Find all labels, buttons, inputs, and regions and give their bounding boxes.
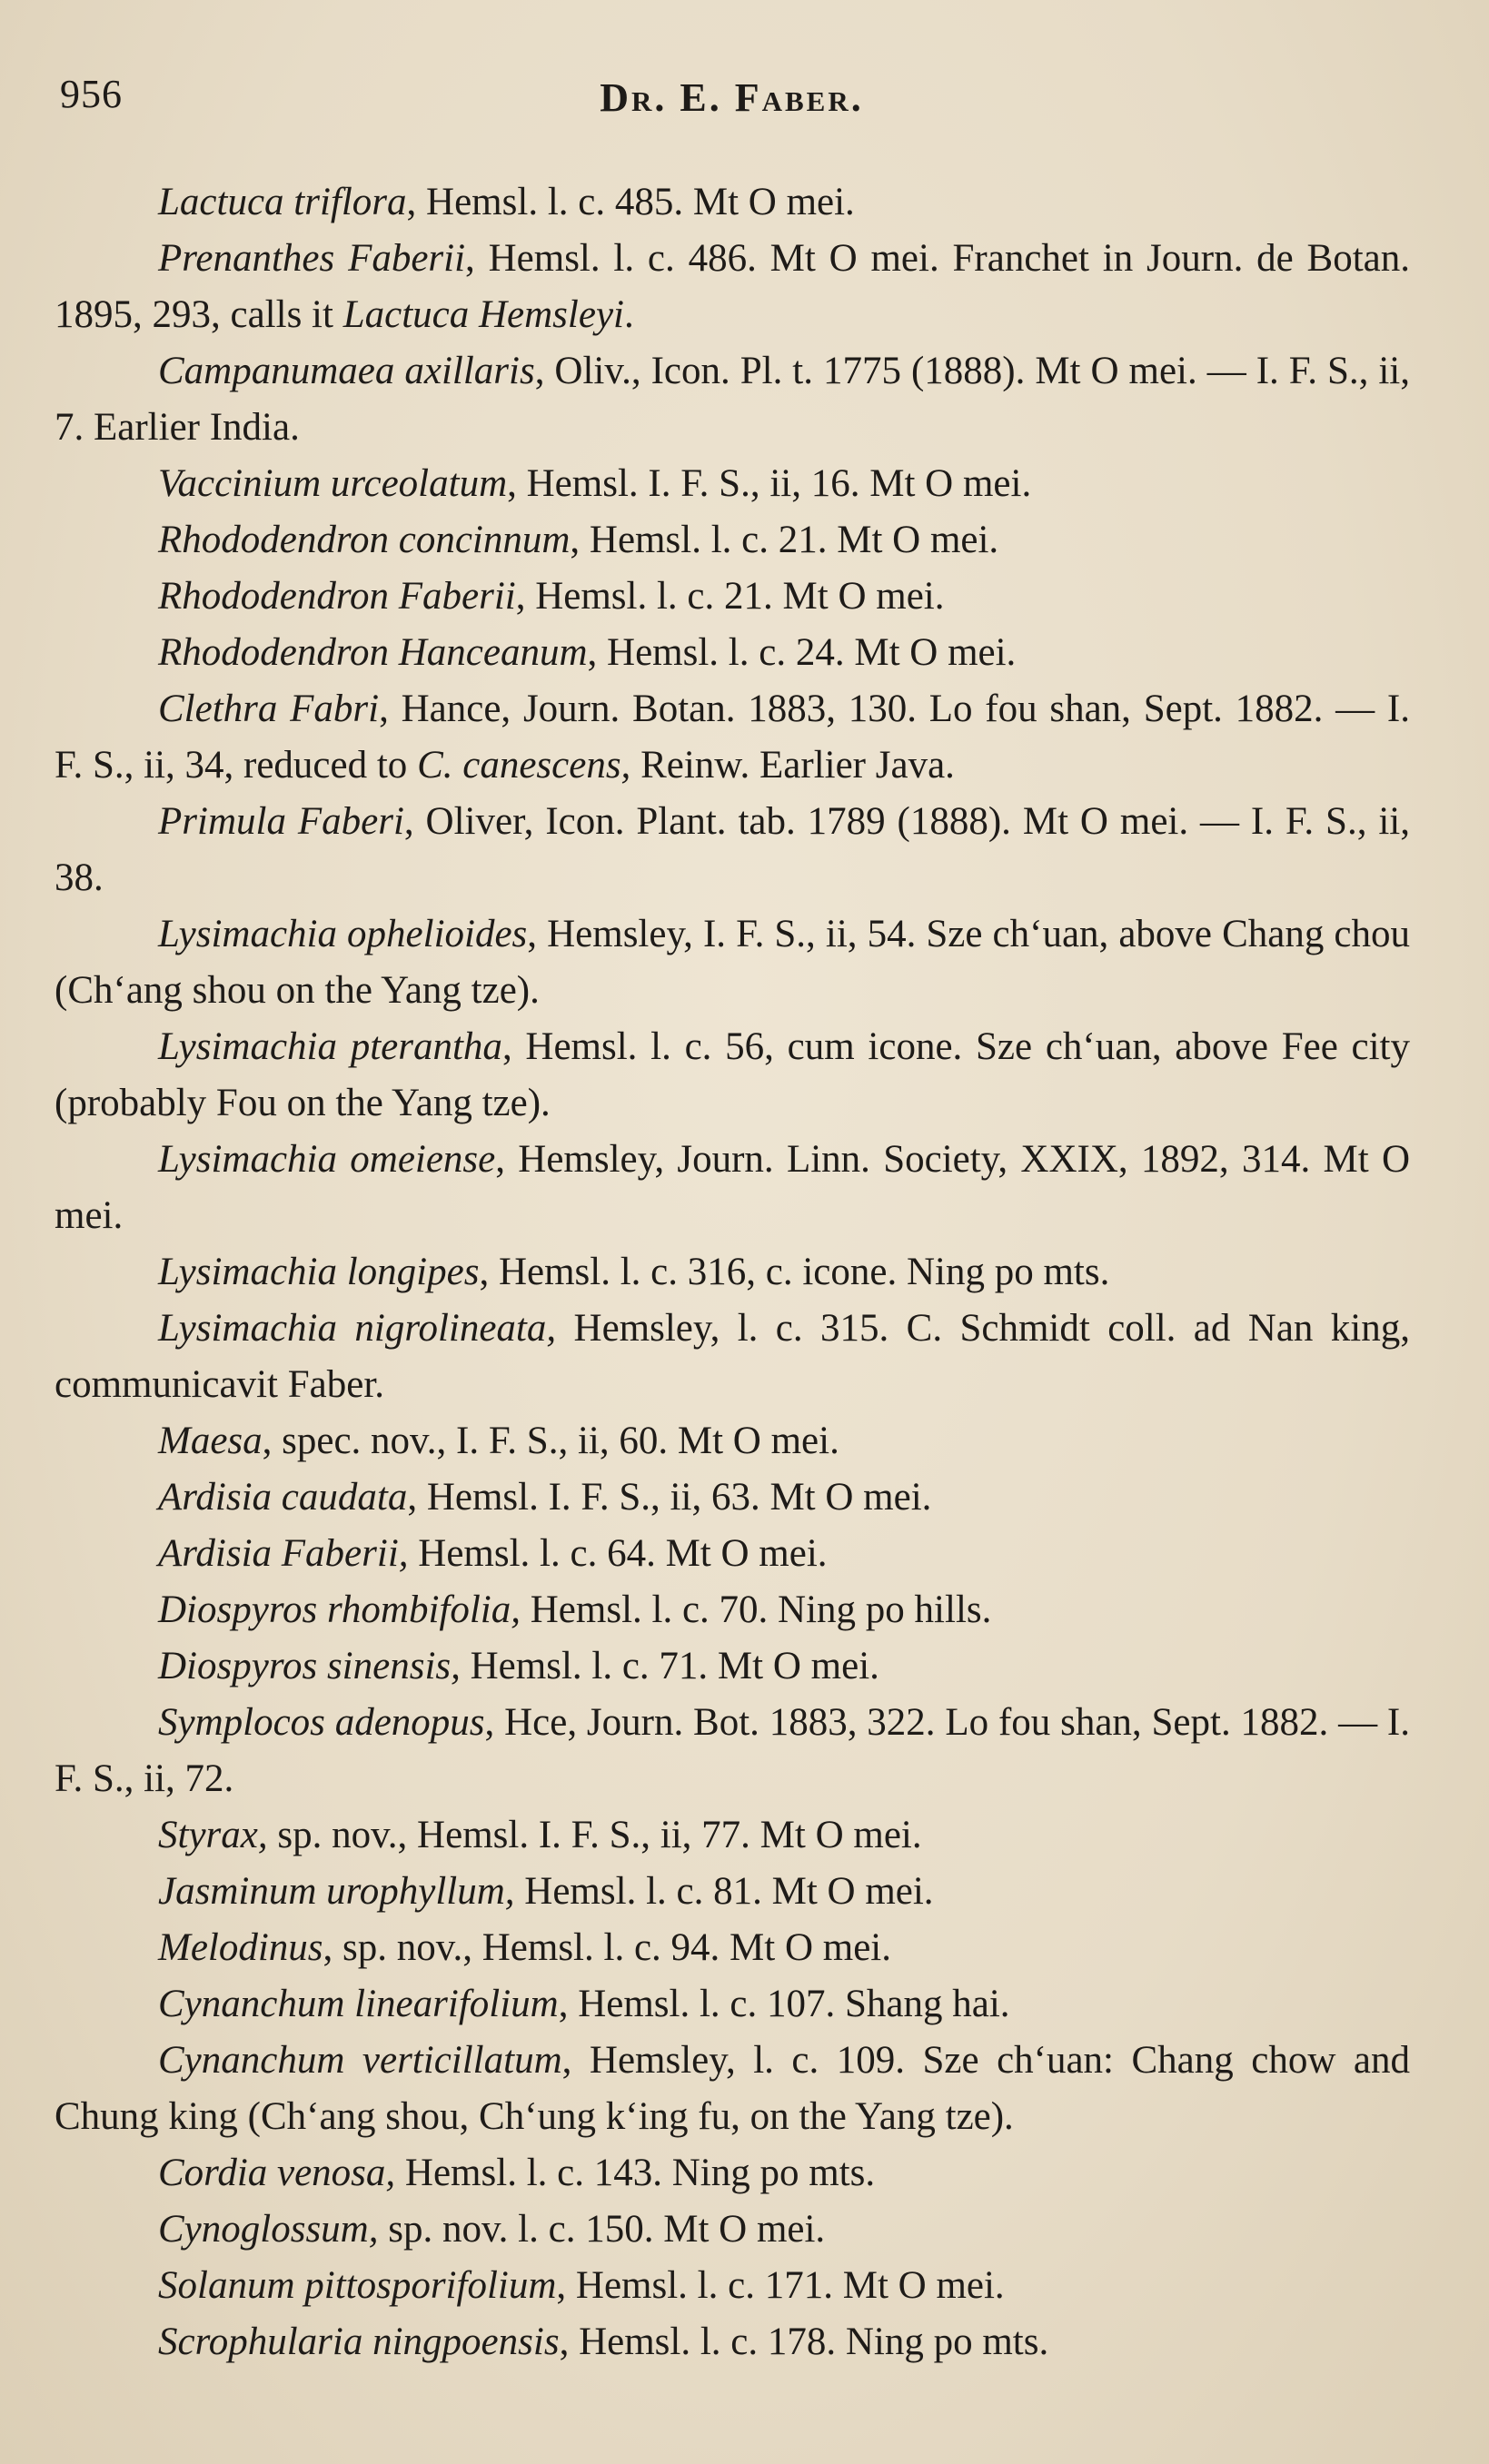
species-name: Lysimachia pterantha — [158, 1025, 502, 1068]
species-entry — [55, 569, 1410, 625]
species-name: Rhododendron concinnum — [158, 519, 571, 561]
species-name: Cynanchum linearifolium — [158, 1983, 559, 2025]
species-reference-tail: . — [623, 293, 634, 336]
species-name: Cynoglossum, — [158, 2208, 379, 2251]
species-reference: , Oliv., Icon. Pl. t. 1775 (1888). Mt O mei. — I. F. S., ii, 7. Earlier India. — [55, 350, 1410, 449]
species-entry — [55, 512, 1410, 569]
species-entry — [55, 1526, 1410, 1582]
species-reference: , Hemsl. l. c. 21. Mt O mei. — [570, 519, 999, 561]
species-reference: , Hemsl. l. c. 485. Mt O mei. — [406, 181, 855, 223]
species-reference: Hemsl. l. c. 70. Ning po hills. — [521, 1588, 992, 1631]
species-name: Prenanthes Faberii — [158, 237, 466, 280]
species-name: Lactuca triflora — [158, 181, 407, 223]
species-name: Clethra Fabri — [158, 688, 380, 730]
species-name: Lysimachia nigrolineata, — [158, 1307, 557, 1350]
species-entry — [55, 794, 1410, 906]
species-name: Ardisia caudata — [158, 1476, 408, 1519]
page-number: 956 — [60, 72, 123, 116]
page-header — [55, 71, 1409, 125]
species-entry — [55, 1019, 1410, 1132]
species-reference: Hemsley, l. c. 315. C. Schmidt coll. ad Nan king, communicavit Faber. — [55, 1307, 1411, 1406]
species-reference: , Hemsley, l. c. 109. Sze chʻuan: Chang chow and Chung king (Chʻang shou, Chʻung kʻing fu, on the Yang tze). — [55, 2039, 1410, 2138]
species-reference: , Hemsl. l. c. 178. Ning po mts. — [559, 2321, 1049, 2363]
species-entry — [55, 1864, 1410, 1920]
species-name: Primula Faberi — [158, 800, 404, 843]
species-entry — [55, 1244, 1410, 1301]
species-reference: , Hemsl. l. c. 21. Mt O mei. — [515, 575, 945, 618]
species-entry — [55, 1469, 1410, 1526]
species-reference: Hemsl. l. c. 71. Mt O mei. — [460, 1645, 879, 1687]
species-reference: , Hemsl. l. c. 24. Mt O mei. — [587, 631, 1017, 674]
species-name-secondary: Lactuca Hemsleyi — [342, 293, 624, 336]
species-reference-tail: Reinw. Earlier Java. — [630, 744, 955, 787]
species-name: Ardisia Faberii, — [158, 1532, 409, 1575]
species-reference: , Hemsl. I. F. S., ii, 63. Mt O mei. — [407, 1476, 932, 1519]
species-entry — [55, 231, 1410, 343]
species-entry — [55, 1582, 1410, 1638]
species-reference: , Hemsl. l. c. 486. Mt O mei. Franchet in Journ. de Botan. 1895, 293, calls it — [55, 237, 1410, 336]
species-name: Cynanchum verticillatum — [158, 2039, 562, 2082]
species-name: Vaccinium urceolatum — [158, 462, 508, 505]
species-name: Rhododendron Faberii — [158, 575, 516, 618]
species-name: Styrax, — [158, 1814, 268, 1856]
species-name: Lysimachia ophelioides — [158, 913, 528, 955]
species-entry — [55, 456, 1410, 512]
species-name-secondary: C. canescens, — [417, 744, 631, 787]
species-reference: Hemsl. l. c. 64. Mt O mei. — [408, 1532, 828, 1575]
species-entry — [55, 681, 1410, 794]
species-entry — [55, 1695, 1410, 1807]
species-name: Maesa — [158, 1420, 263, 1462]
species-entry — [55, 2314, 1410, 2370]
species-reference: , Hance, Journ. Botan. 1883, 130. Lo fou shan, Sept. 1882. — I. F. S., ii, 34, reduced to — [55, 688, 1411, 787]
species-entry — [55, 2145, 1410, 2202]
species-entry — [55, 625, 1410, 681]
species-reference: , spec. nov., I. F. S., ii, 60. Mt O mei. — [262, 1420, 839, 1462]
species-name: Campanumaea axillaris — [158, 350, 535, 392]
species-reference: , sp. nov., Hemsl. l. c. 94. Mt O mei. — [323, 1926, 891, 1969]
species-reference: , Hemsl. l. c. 56, cum icone. Sze chʻuan, above Fee city (probably Fou on the Yang tze). — [55, 1025, 1410, 1124]
species-entry — [55, 1301, 1410, 1413]
species-list — [55, 174, 1410, 2370]
species-entry — [55, 2033, 1410, 2145]
species-name: Melodinus — [158, 1926, 323, 1969]
species-entry — [55, 2202, 1410, 2258]
species-name: Jasminum urophyllum, — [158, 1870, 515, 1913]
species-reference: sp. nov., Hemsl. I. F. S., ii, 77. Mt O mei. — [267, 1814, 922, 1856]
species-entry — [55, 1807, 1410, 1864]
species-reference: , Hemsley, I. F. S., ii, 54. Sze chʻuan, above Chang chou (Chʻang shou on the Yang tze). — [55, 913, 1410, 1012]
species-name: Diospyros sinensis, — [158, 1645, 461, 1687]
species-entry — [55, 343, 1410, 456]
species-name: Symplocos adenopus — [158, 1701, 485, 1744]
species-entry — [55, 906, 1410, 1019]
species-entry — [55, 1132, 1410, 1244]
species-entry — [55, 174, 1410, 231]
species-reference: , Hemsley, Journ. Linn. Society, XXIX, 1892, 314. Mt O mei. — [55, 1138, 1410, 1237]
species-entry — [55, 1638, 1410, 1695]
species-reference: , Oliver, Icon. Plant. tab. 1789 (1888). Mt O mei. — I. F. S., ii, 38. — [55, 800, 1410, 899]
species-name: Scrophularia ningpoensis — [158, 2321, 560, 2363]
species-reference: , Hemsl. l. c. 316, c. icone. Ning po mts. — [479, 1251, 1110, 1293]
species-reference: Hemsl. l. c. 143. Ning po mts. — [395, 2152, 876, 2194]
species-name: Diospyros rhombifolia, — [158, 1588, 521, 1631]
species-reference: sp. nov. l. c. 150. Mt O mei. — [378, 2208, 826, 2251]
species-name: Lysimachia omeiense — [158, 1138, 496, 1181]
species-reference: , Hemsl. I. F. S., ii, 16. Mt O mei. — [507, 462, 1032, 505]
species-name: Rhododendron Hanceanum — [158, 631, 588, 674]
species-reference: , Hemsl. l. c. 171. Mt O mei. — [556, 2264, 1005, 2307]
species-entry — [55, 2258, 1410, 2314]
running-head: Dr. E. Faber. — [600, 75, 864, 120]
species-reference: , Hce, Journ. Bot. 1883, 322. Lo fou shan, Sept. 1882. — I. F. S., ii, 72. — [55, 1701, 1410, 1800]
species-name: Cordia venosa, — [158, 2152, 396, 2194]
species-entry — [55, 1920, 1410, 1976]
species-name: Solanum pittosporifolium — [158, 2264, 557, 2307]
species-reference: Hemsl. l. c. 81. Mt O mei. — [514, 1870, 934, 1913]
species-reference: , Hemsl. l. c. 107. Shang hai. — [558, 1983, 1010, 2025]
species-entry — [55, 1413, 1410, 1469]
species-entry — [55, 1976, 1410, 2033]
species-name: Lysimachia longipes — [158, 1251, 480, 1293]
